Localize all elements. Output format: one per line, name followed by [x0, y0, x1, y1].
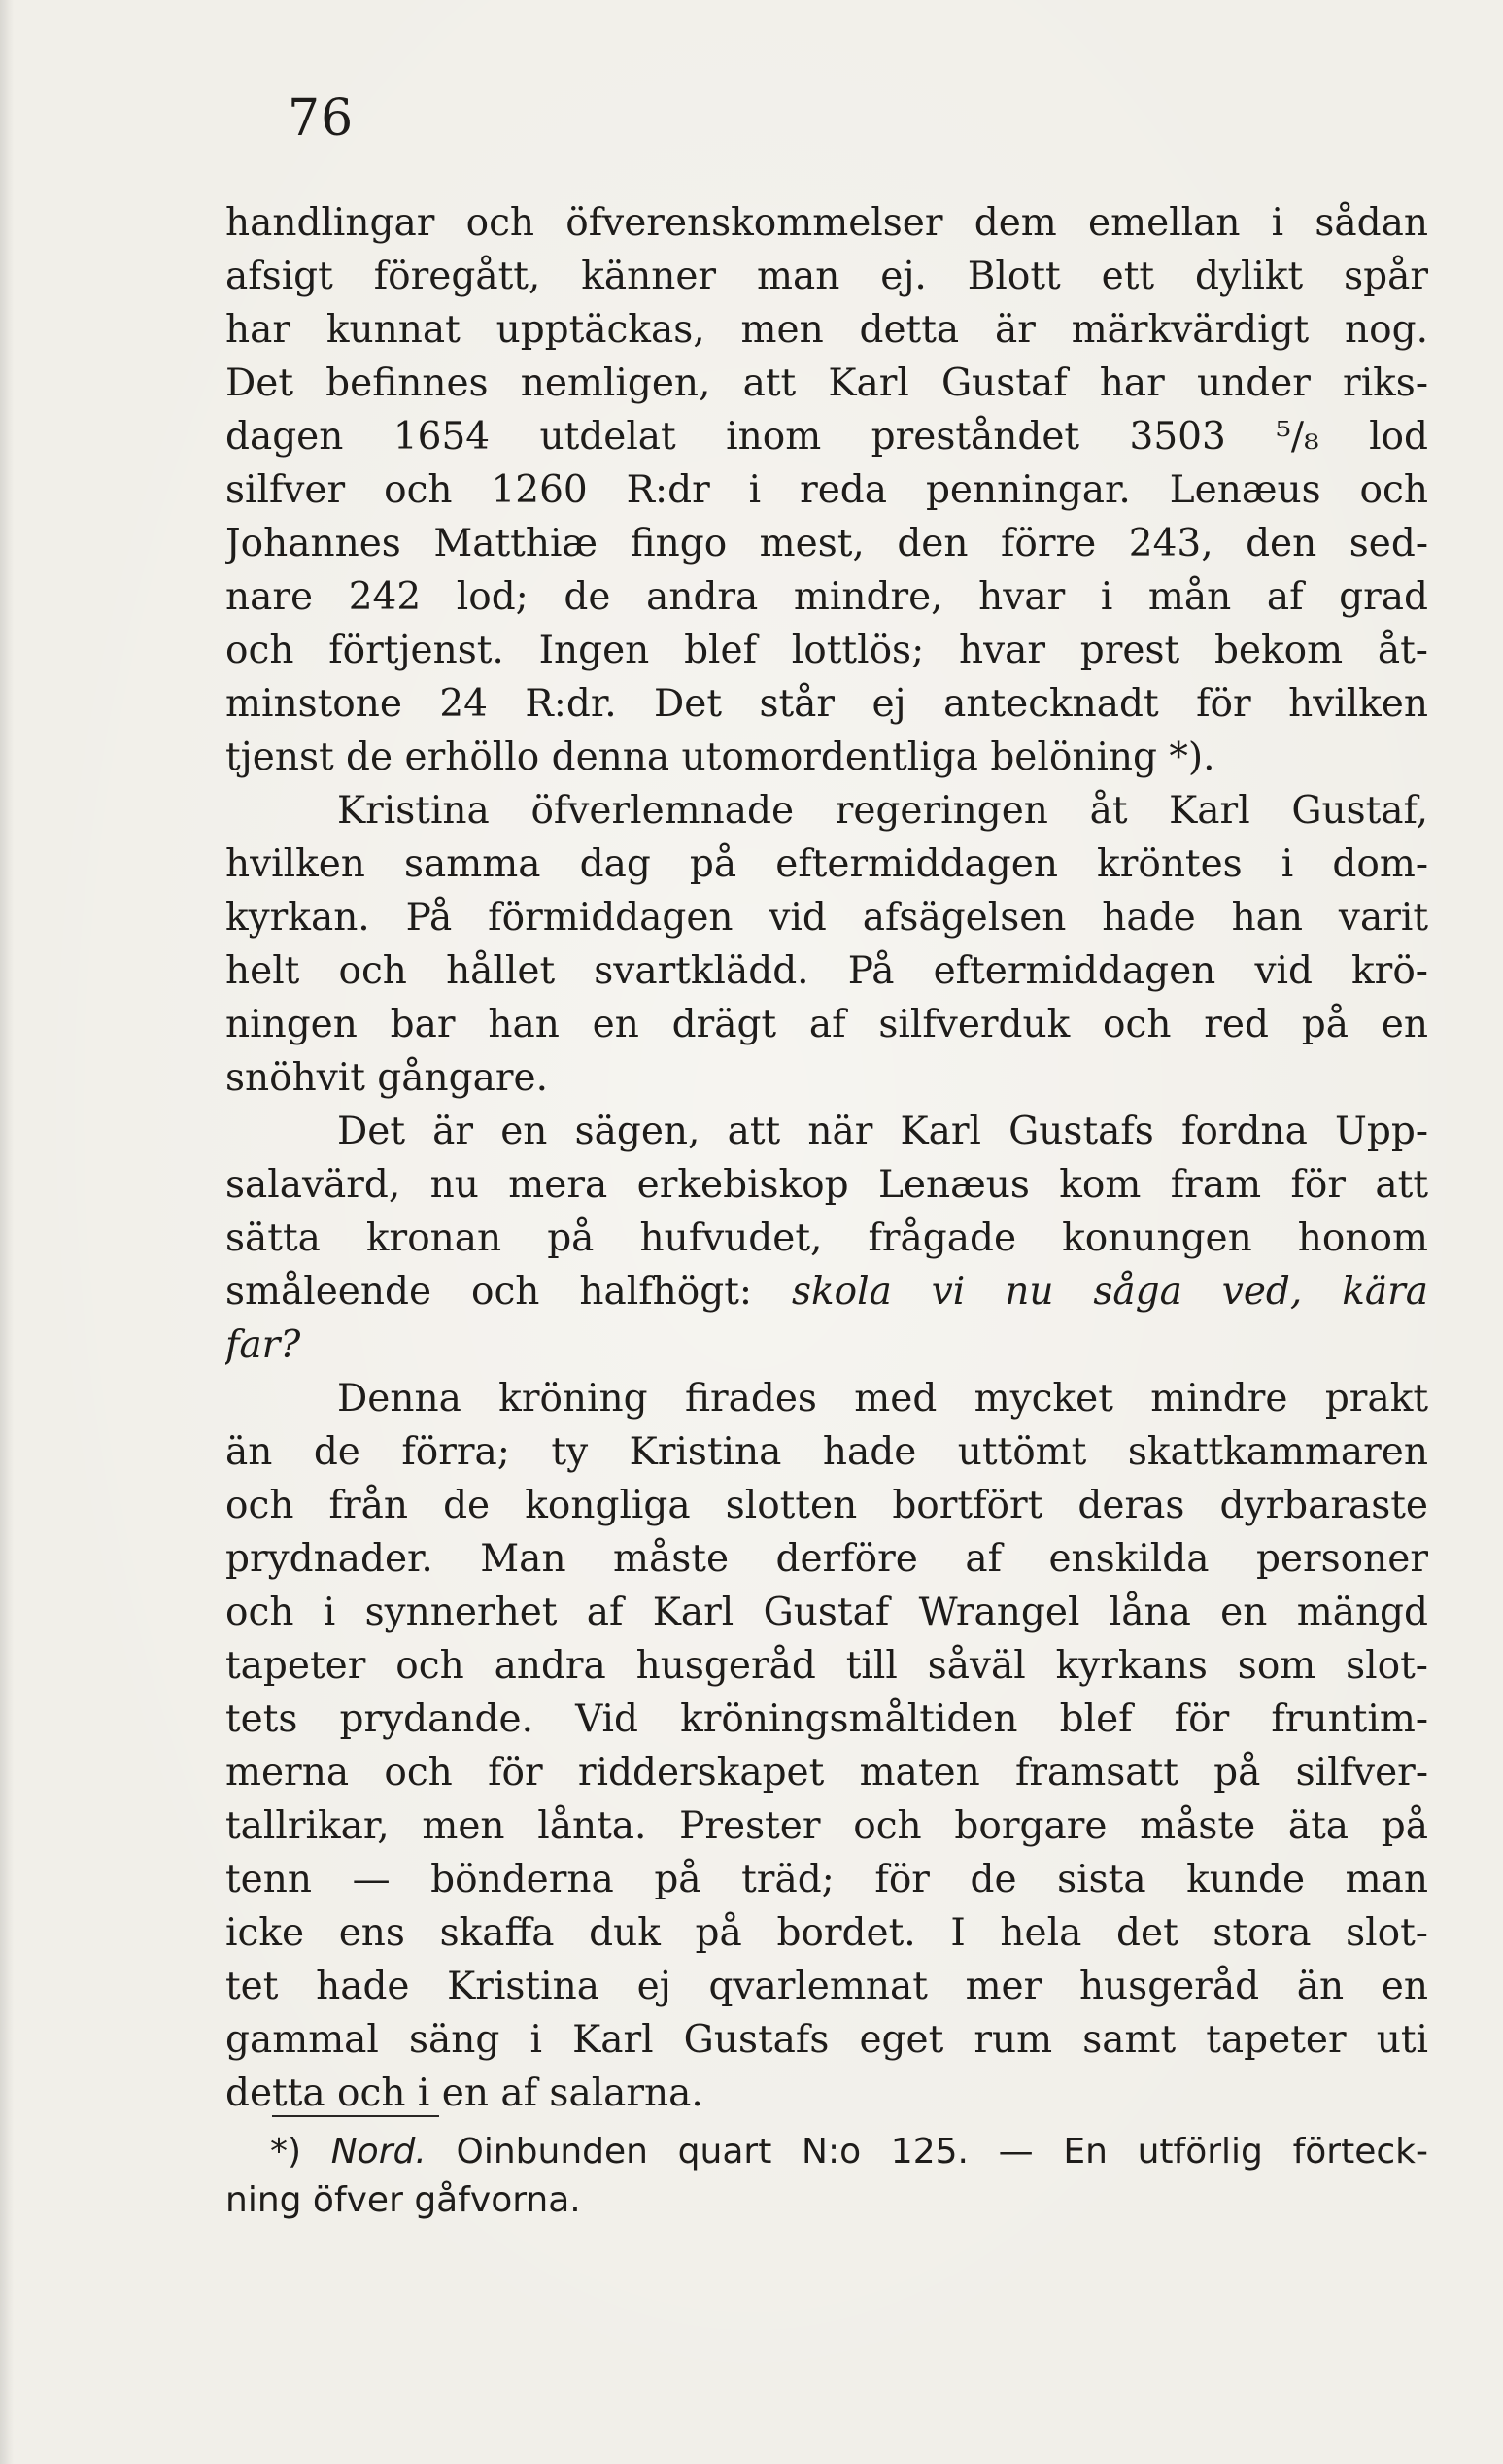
- text-line: kyrkan. På förmiddagen vid afsägelsen hade han varit: [225, 896, 1428, 940]
- text-line: prydnader. Man måste derföre af enskilda personer: [225, 1537, 1428, 1581]
- text-line: tallrikar, men lånta. Prester och borgare måste äta på: [225, 1804, 1428, 1848]
- body-text: [225, 196, 1428, 2120]
- text-line: och från de kongliga slotten bortfört deras dyrbaraste: [225, 1484, 1428, 1527]
- text-line: har kunnat upptäckas, men detta är märkvärdigt nog.: [225, 308, 1428, 352]
- quote-lead: småleende och halfhögt:: [225, 1270, 753, 1314]
- text-line: än de förra; ty Kristina hade uttömt skattkammaren: [225, 1430, 1428, 1474]
- text-line: merna och för ridderskapet maten framsatt på silfver-: [225, 1751, 1428, 1795]
- text-line: handlingar och öfverenskommelser dem emellan i sådan: [225, 201, 1428, 245]
- footnote-line: ning öfver gåfvorna.: [225, 2180, 581, 2220]
- text-line: Det befinnes nemligen, att Karl Gustaf har under riks-: [225, 361, 1428, 405]
- footnote-source: Nord.: [330, 2132, 427, 2172]
- text-line: snöhvit gångare.: [225, 1056, 548, 1100]
- text-line: minstone 24 R:dr. Det står ej antecknadt för hvilken: [225, 682, 1428, 726]
- text-line: tet hade Kristina ej qvarlemnat mer husgeråd än en: [225, 1965, 1428, 2008]
- text-line: helt och hållet svartklädd. På eftermiddagen vid krö-: [225, 949, 1428, 993]
- text-line: tapeter och andra husgeråd till såväl kyrkans som slot-: [225, 1644, 1428, 1688]
- text-line: tenn — bönderna på träd; för de sista kunde man: [225, 1858, 1428, 1901]
- text-line: och förtjenst. Ingen blef lottlös; hvar prest bekom åt-: [225, 629, 1428, 672]
- text-line: sätta kronan på hufvudet, frågade konungen honom: [225, 1216, 1428, 1260]
- paragraph-start-line: Kristina öfverlemnade regeringen åt Karl Gustaf,: [337, 789, 1428, 833]
- text-line: detta och i en af salarna.: [225, 2071, 703, 2115]
- paragraph-start-line: Det är en sägen, att när Karl Gustafs fordna Upp-: [337, 1110, 1428, 1153]
- italic-quote: skola vi nu såga ved, kära: [791, 1270, 1428, 1314]
- text-line: afsigt föregått, känner man ej. Blott ett dylikt spår: [225, 255, 1428, 298]
- text-line-with-quote: [225, 1265, 1428, 1318]
- page-number: 76: [288, 89, 355, 148]
- text-line: icke ens skaffa duk på bordet. I hela det stora slot-: [225, 1911, 1428, 1955]
- text-line: dagen 1654 utdelat inom preståndet 3503 ⁵/₈ lod: [225, 415, 1428, 459]
- text-line: ningen bar han en drägt af silfverduk och red på en: [225, 1003, 1428, 1046]
- paragraph-start-line: Denna kröning firades med mycket mindre prakt: [337, 1377, 1428, 1420]
- text-line: hvilken samma dag på eftermiddagen kröntes i dom-: [225, 842, 1428, 886]
- text-line: tjenst de erhöllo denna utomordentliga belöning *).: [225, 736, 1215, 779]
- text-line: och i synnerhet af Karl Gustaf Wrangel låna en mängd: [225, 1591, 1428, 1634]
- footnote: [225, 2128, 1428, 2225]
- text-line: tets prydande. Vid kröningsmåltiden blef för fruntim-: [225, 1697, 1428, 1741]
- text-line: Johannes Matthiæ fingo mest, den förre 243, den sed-: [225, 522, 1428, 565]
- italic-quote-end: far?: [225, 1323, 301, 1367]
- footnote-marker: *): [270, 2132, 302, 2172]
- footnote-text: Oinbunden quart N:o 125. — En utförlig förteck-: [456, 2132, 1428, 2172]
- page-gutter-shadow: [0, 0, 14, 2464]
- footnote-divider: [272, 2115, 439, 2117]
- text-line: salavärd, nu mera erkebiskop Lenæus kom fram för att: [225, 1163, 1428, 1207]
- text-line: silfver och 1260 R:dr i reda penningar. Lenæus och: [225, 468, 1428, 512]
- text-line: nare 242 lod; de andra mindre, hvar i mån af grad: [225, 575, 1428, 619]
- footnote-line: [225, 2128, 1428, 2176]
- text-line: gammal säng i Karl Gustafs eget rum samt tapeter uti: [225, 2018, 1428, 2062]
